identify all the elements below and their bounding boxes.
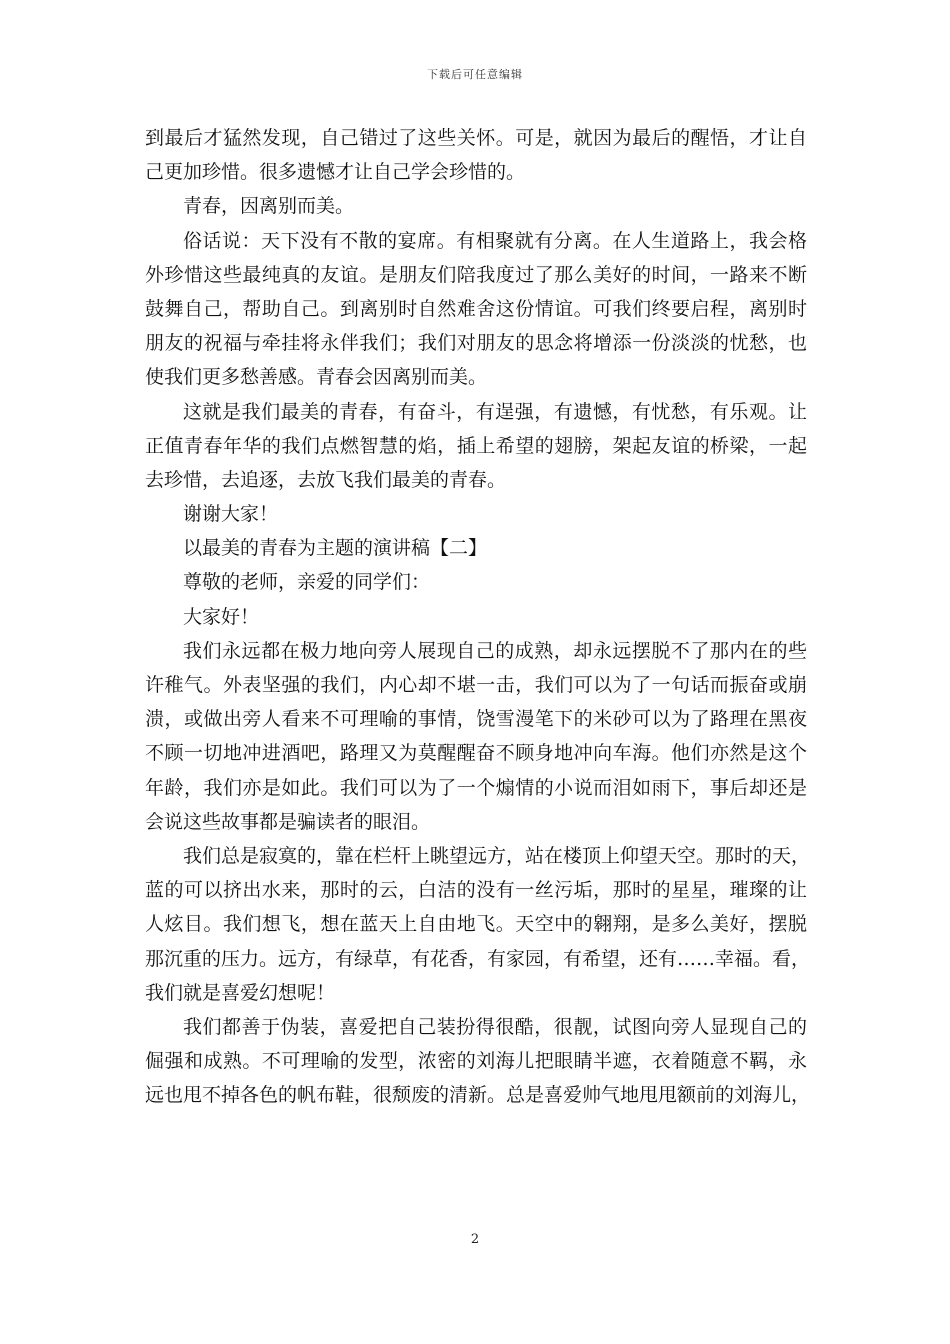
- text-line: 谢谢大家！: [183, 503, 279, 526]
- text-line: 许稚气。外表坚强的我们，内心却不堪一击，我们可以为了一句话而振奋或崩: [145, 674, 807, 696]
- text-line: 己更加珍惜。很多遗憾才让自己学会珍惜的。: [145, 161, 526, 184]
- text-line: 大家好！: [183, 605, 260, 628]
- text-line: 不顾一切地冲进酒吧，路理又为莫醒醒奋不顾身地冲向车海。他们亦然是这个: [145, 742, 807, 765]
- text-line: 外珍惜这些最纯真的友谊。是朋友们陪我度过了那么美好的时间，一路来不断: [145, 263, 807, 286]
- text-line: 人炫目。我们想飞，想在蓝天上自由地飞。天空中的翱翔，是多么美好，摆脱: [145, 913, 807, 936]
- text-line: 去珍惜，去追逐，去放飞我们最美的青春。: [145, 468, 507, 491]
- body-text: [145, 121, 811, 1112]
- text-line: 会说这些故事都是骗读者的眼泪。: [145, 810, 431, 833]
- page-number: 2: [470, 1232, 480, 1247]
- text-line: 鼓舞自己，帮助自己。到离别时自然难舍这份情谊。可我们终要启程，离别时: [145, 297, 807, 320]
- text-line: 使我们更多愁善感。青春会因离别而美。: [145, 366, 488, 389]
- text-line: 倔强和成熟。不可理喻的发型，浓密的刘海儿把眼睛半遮，衣着随意不羁，永: [145, 1050, 807, 1073]
- text-line: 正值青春年华的我们点燃智慧的焰，插上希望的翅膀，架起友谊的桥梁，一起: [145, 434, 807, 457]
- text-line: 远也甩不掉各色的帆布鞋，很颓废的清新。总是喜爱帅气地甩甩额前的刘海儿，: [145, 1084, 811, 1107]
- text-line: 青春，因离别而美。: [183, 195, 355, 218]
- text-line: 我们都善于伪装，喜爱把自己装扮得很酷，很靓，试图向旁人显现自己的: [183, 1015, 807, 1038]
- text-line: 到最后才猛然发现，自己错过了这些关怀。可是，就因为最后的醒悟，才让自: [145, 127, 807, 149]
- text-line: 我们永远都在极力地向旁人展现自己的成熟，却永远摆脱不了那内在的些: [183, 639, 807, 662]
- text-line: 朋友的祝福与牵挂将永伴我们；我们对朋友的思念将增添一份淡淡的忧愁，也: [145, 332, 807, 355]
- text-line: 那沉重的压力。远方，有绿草，有花香，有家园，有希望，还有……幸福。看，: [145, 947, 811, 970]
- text-line: 我们就是喜爱幻想呢！: [145, 981, 336, 1004]
- text-line: 尊敬的老师，亲爱的同学们：: [183, 571, 431, 594]
- text-line: 蓝的可以挤出水来，那时的云，白洁的没有一丝污垢，那时的星星，璀璨的让: [145, 879, 807, 902]
- text-line: 这就是我们最美的青春，有奋斗，有逞强，有遗憾，有忧愁，有乐观。让: [183, 400, 807, 423]
- section-heading: 以最美的青春为主题的演讲稿【二】: [183, 537, 488, 560]
- text-line: 我们总是寂寞的，靠在栏杆上眺望远方，站在楼顶上仰望天空。那时的天，: [183, 844, 811, 867]
- text-line: 年龄，我们亦是如此。我们可以为了一个煽情的小说而泪如雨下，事后却还是: [145, 776, 807, 799]
- text-line: 俗话说：天下没有不散的宴席。有相聚就有分离。在人生道路上，我会格: [183, 229, 807, 252]
- page-header: 下载后可任意编辑: [427, 68, 523, 81]
- text-line: 溃，或做出旁人看来不可理喻的事情，饶雪漫笔下的米砂可以为了路理在黑夜: [145, 708, 807, 731]
